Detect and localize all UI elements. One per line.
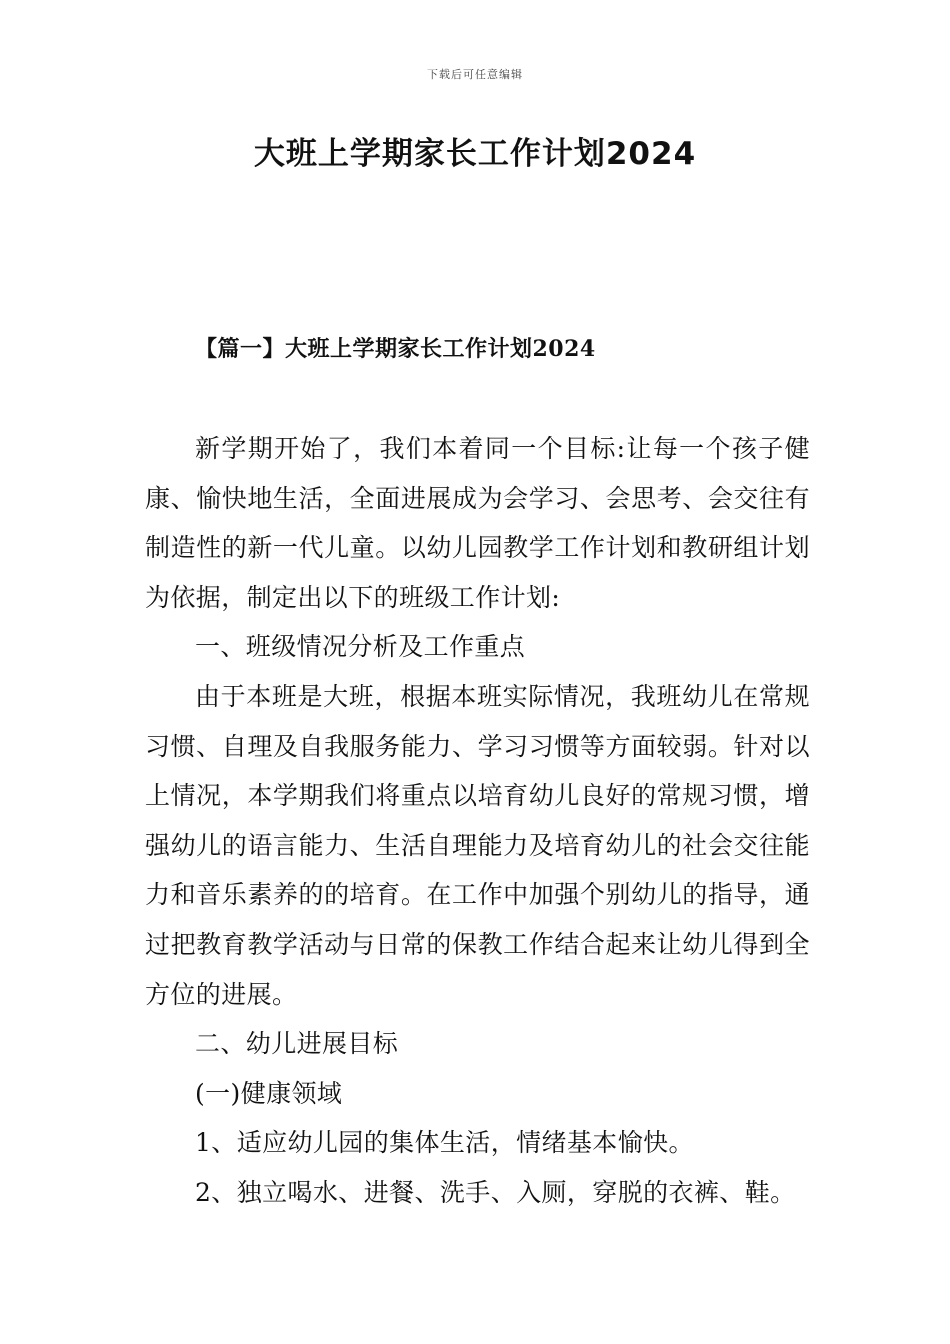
section-title: 【篇一】大班上学期家长工作计划2024 — [195, 336, 596, 362]
document-body — [145, 424, 810, 1218]
heading-development-goals: 二、幼儿进展目标 — [195, 1029, 399, 1059]
list-item-1: 1、适应幼儿园的集体生活，情绪基本愉快。 — [195, 1128, 694, 1158]
paragraph-class-analysis: 由于本班是大班，根据本班实际情况，我班幼儿在常规习惯、自理及自我服务能力、学习习惯等方面较弱。针对以上情况，本学期我们将重点以培育幼儿良好的常规习惯，增强幼儿的语言能力、生活自理能力及培育幼儿的社会交往能力和音乐素养的的培育。在工作中加强个别幼儿的指导，通过把教育教学活动与日常的保教工作结合起来让幼儿得到全方位的进展。 — [145, 681, 810, 1009]
heading-health-domain: (一)健康领域 — [195, 1078, 343, 1108]
header-note: 下载后可任意编辑 — [427, 68, 523, 81]
paragraph-intro: 新学期开始了，我们本着同一个目标:让每一个孩子健康、愉快地生活，全面进展成为会学习、会思考、会交往有制造性的新一代儿童。以幼儿园教学工作计划和教研组计划为依据，制定出以下的班级工作计划: — [145, 434, 810, 612]
document-title: 大班上学期家长工作计划2024 — [253, 136, 697, 172]
heading-class-analysis: 一、班级情况分析及工作重点 — [195, 632, 526, 662]
list-item-2: 2、独立喝水、进餐、洗手、入厕，穿脱的衣裤、鞋。 — [195, 1177, 796, 1207]
